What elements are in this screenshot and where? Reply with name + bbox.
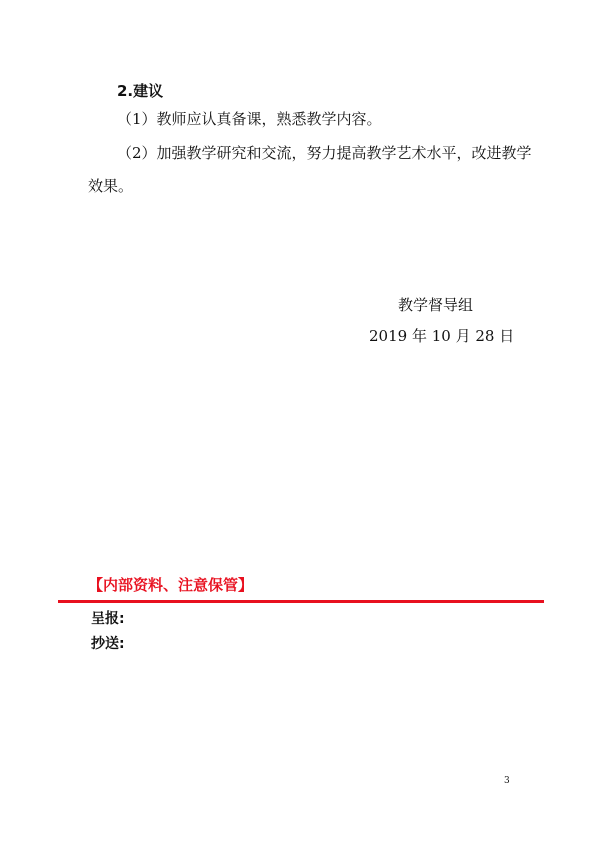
internal-notice: 【内部资料、注意保管】	[88, 576, 254, 594]
suggestion-item-2-continuation: 效果。	[88, 177, 134, 195]
signature-organization: 教学督导组	[398, 296, 474, 314]
page-number: 3	[504, 776, 510, 786]
report-to-label: 呈报:	[91, 611, 125, 627]
red-divider	[58, 600, 544, 603]
signature-date: 2019 年 10 月 28 日	[369, 327, 515, 345]
copy-to-label: 抄送:	[91, 636, 125, 652]
suggestion-item-1: （1）教师应认真备课，熟悉教学内容。	[117, 110, 382, 128]
suggestion-item-2: （2）加强教学研究和交流，努力提高教学艺术水平，改进教学	[117, 144, 532, 162]
section-heading: 2.建议	[117, 82, 164, 100]
